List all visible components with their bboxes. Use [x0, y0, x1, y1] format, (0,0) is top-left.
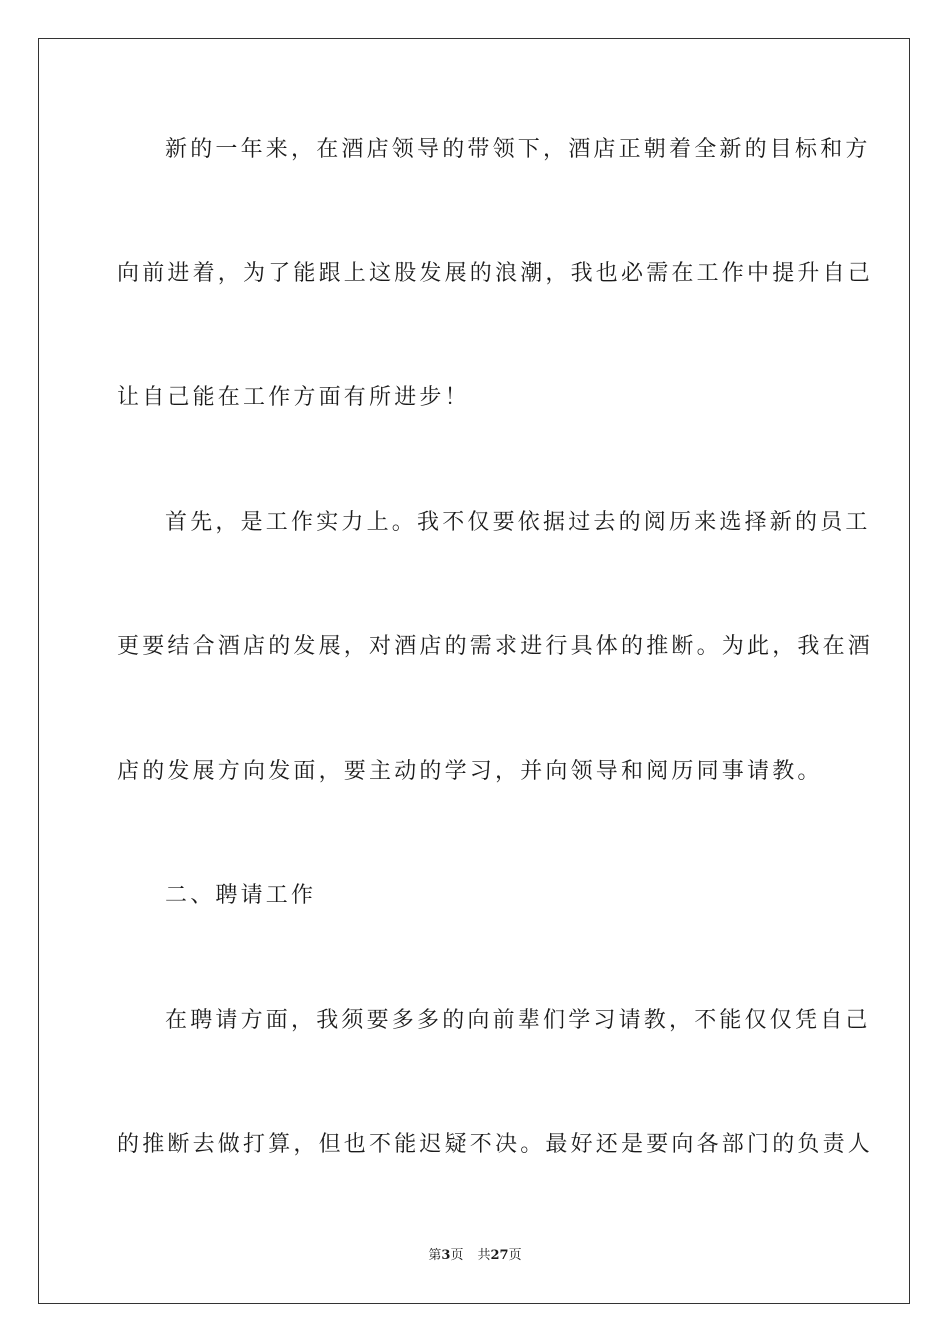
body-text-line: 首先，是工作实力上。我不仅要依据过去的阅历来选择新的员工	[165, 510, 871, 535]
total-prefix: 共	[477, 1248, 491, 1263]
body-text-line: 新的一年来，在酒店领导的带领下，酒店正朝着全新的目标和方	[165, 137, 871, 162]
body-text-line: 的推断去做打算，但也不能迟疑不决。最好还是要向各部门的负责人	[117, 1132, 874, 1157]
page-suffix: 页	[450, 1248, 464, 1263]
total-pages: 27	[490, 1248, 509, 1263]
body-text-line: 让自己能在工作方面有所进步！	[117, 385, 470, 410]
total-suffix: 页	[508, 1248, 522, 1263]
section-heading: 二、聘请工作	[165, 883, 317, 908]
page-prefix: 第	[428, 1248, 442, 1263]
body-text-line: 店的发展方向发面，要主动的学习，并向领导和阅历同事请教。	[117, 759, 823, 784]
page-number: 3	[441, 1248, 451, 1263]
page-footer	[0, 1247, 950, 1265]
body-text-line: 在聘请方面，我须要多多的向前辈们学习请教，不能仅仅凭自己	[165, 1008, 871, 1033]
body-text-line: 向前进着，为了能跟上这股发展的浪潮，我也必需在工作中提升自己	[117, 261, 874, 286]
body-text-line: 更要结合酒店的发展，对酒店的需求进行具体的推断。为此，我在酒	[117, 634, 874, 659]
page-border	[38, 38, 910, 1304]
